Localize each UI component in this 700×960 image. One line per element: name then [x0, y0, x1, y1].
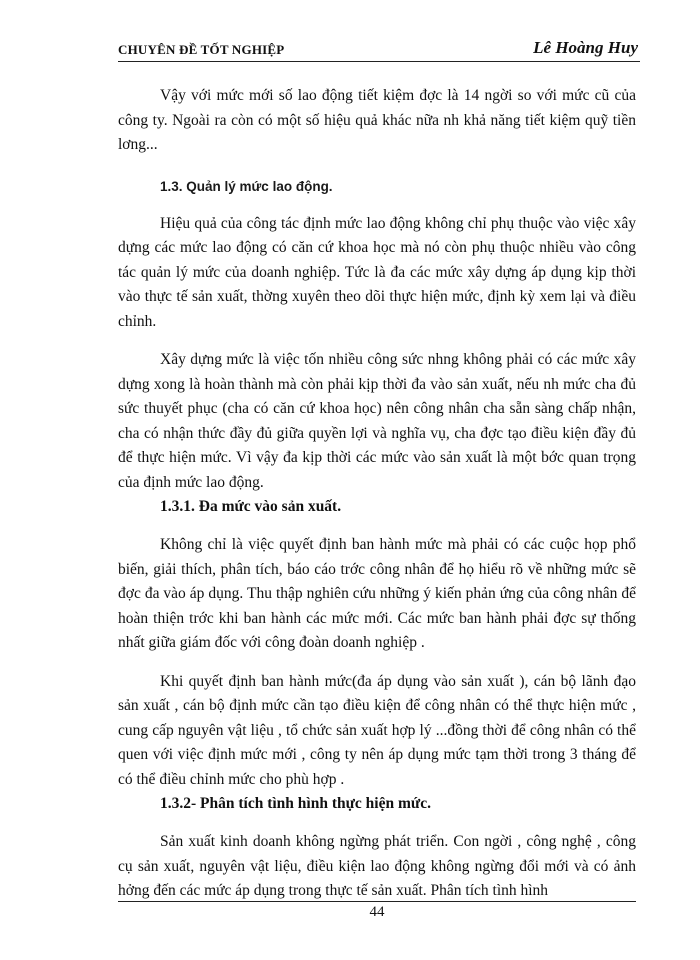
heading-1-3-1: 1.3.1. Đa mức vào sản xuất.: [160, 498, 342, 515]
footer-divider: [118, 901, 636, 902]
page-number: 44: [369, 904, 385, 920]
paragraph-issue-norms: Khi quyết định ban hành mức(đa áp dụng vào sản xuất ), cán bộ lãnh đạo sản xuất , cán bộ định mức cần tạo điều kiện để công nhân có thể thực hiện mức , cung cấp nguyên vật liệu , tổ chức sản xuất hợp lý ...đồng thời để công nhân có thể quen với việc định mức mới , công ty nên áp dụng mức tạm thời trong 3 tháng để có thể điều chỉnh mức cho phù hợp .: [118, 672, 636, 788]
paragraph-disseminate: Không chỉ là việc quyết định ban hành mức mà phải có các cuộc họp phổ biến, giải thích, phân tích, báo cáo trớc công nhân để họ hiểu rõ về những mức sẽ đợc đa vào áp dụng. Thu thập nghiên cứu những ý kiến phản ứng của công nhân để hoàn thiện trớc khi ban hành các mức mới. Các mức ban hành phải đợc sự thống nhất giữa giám đốc với công đoàn doanh nghiệp .: [118, 536, 636, 651]
paragraph-analysis: Sản xuất kinh doanh không ngừng phát triển. Con ngời , công nghệ , công cụ sản xuất, nguyên vật liệu, điều kiện lao động không ngừng đổi mới và có ảnh hởng đến các mức áp dụng trong thực tế sản xuất. Phân tích tình hình: [118, 833, 636, 899]
paragraph-building-norms: Xây dựng mức là việc tốn nhiều công sức nhng không phải có các mức xây dựng xong là hoàn thành mà còn phải kịp thời đa vào sản xuất, nếu nh mức cha đủ sức thuyết phục (cha có căn cứ khoa học) nên công nhân cha sẵn sàng chấp nhận, cha có nhận thức đầy đủ giữa quyền lợi và nghĩa vụ, cha đợc tạo điều kiện đầy đủ để thực hiện mức. Vì vậy đa kịp thời các mức vào sản xuất là một bớc quan trọng của định mức lao động.: [118, 351, 636, 491]
heading-1-3: 1.3. Quản lý mức lao động.: [160, 178, 333, 194]
page-body: [118, 84, 636, 904]
author-name: Lê Hoàng Huy: [533, 38, 638, 57]
paragraph-effectiveness: Hiệu quả của công tác định mức lao động không chỉ phụ thuộc vào việc xây dựng các mức lao động có căn cứ khoa học mà nó còn phụ thuộc nhiều vào công tác quản lý mức của doanh nghiệp. Tức là đa các mức xây dựng áp dụng kịp thời vào thực tế sản xuất, thờng xuyên theo dõi thực hiện mức, định kỳ xem lại và điều chỉnh.: [118, 214, 636, 330]
header-divider: [118, 61, 640, 62]
document-title: CHUYÊN ĐỀ TỐT NGHIỆP: [118, 42, 285, 57]
page-header: [118, 36, 640, 62]
heading-1-3-2: 1.3.2- Phân tích tình hình thực hiện mức.: [160, 795, 431, 812]
paragraph-savings: Vậy với mức mới số lao động tiết kiệm đợc là 14 ngời so với mức cũ của công ty. Ngoài ra còn có một số hiệu quả khác nữa nh khả năng tiết kiệm quỹ tiền lơng...: [118, 87, 636, 153]
